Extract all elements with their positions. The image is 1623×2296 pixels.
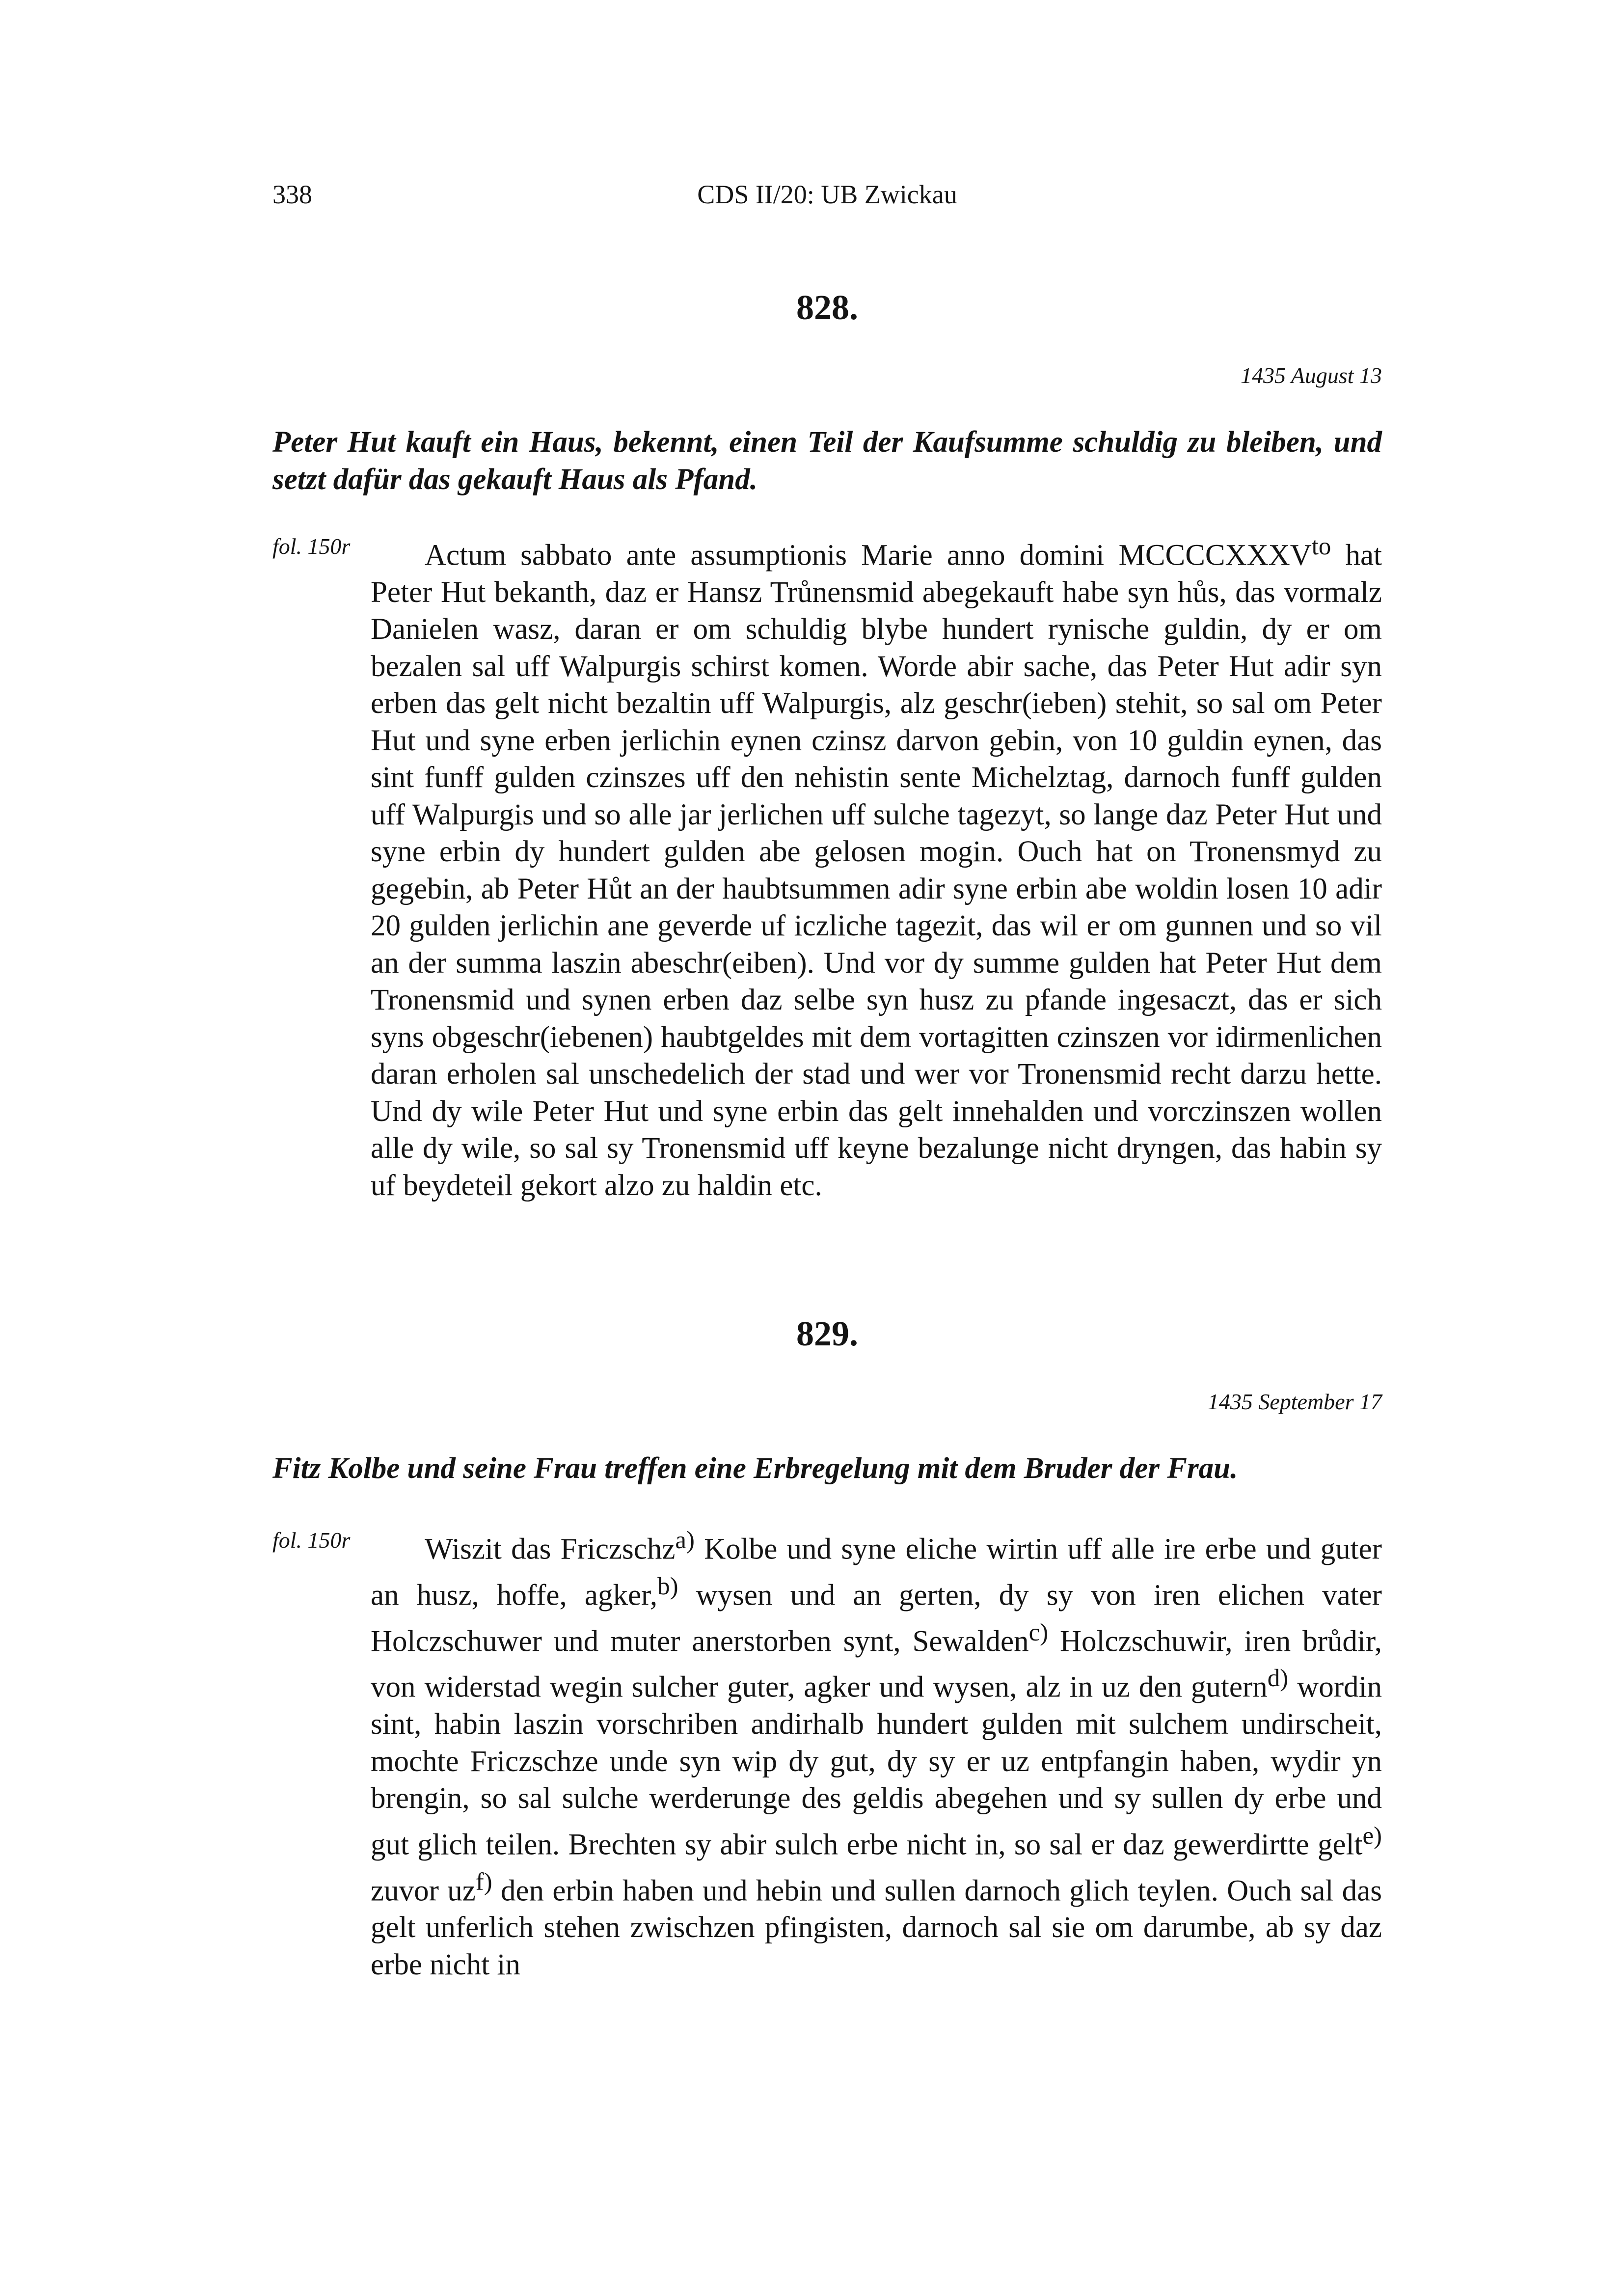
entry-number: 828. bbox=[796, 288, 858, 327]
entry-text: Actum sabbato ante assumptionis Marie anno domini $MCCCCXXXV^{to}$ hat Peter Hut bekanth, daz er Hansz Trůnensmid abegekauft habe syn hůs, das vormalz Danielen wasz, daran er om schuldig blybe hundert rynische guldin, dy er om bezalen sal uff Walpurgis schirst komen. Worde abir sache, das Peter Hut adir syn erben das gelt nicht bezaltin uff Walpurgis, alz geschr(ieben) stehit, so sal om Peter Hut und syne erben jerlichin eynen czinsz darvon gebin, von 10 guldin eynen, das sint funff gulden czinszes uff den nehistin sente Michelztag, darnoch funff gulden uff Walpurgis und so alle jar jerlichen uff sulche tagezyt, so lange daz Peter Hut und syne erbin dy hundert gulden abe gelosen mogin. Ouch hat on Tronensmyd zu gegebin, ab Peter Hůt an der haubtsummen adir syne erbin abe woldin losen 10 adir 20 gulden jerlichin ane geverde uf iczliche tagezit, das wil er om gunnen und so vil an der summa laszin abeschr(eiben). Und vor dy summe gulden hat Peter Hut dem Tronensmid und synen erben daz selbe syn husz zu pfande ingesaczt, das er sich syns obgeschr(iebenen) haubtgeldes mit dem vortagitten czinszen vor idirmenlichen daran erholen sal unschedelich der stad und wer vor Tronensmid recht darzu hette. Und dy wile Peter Hut und syne erbin das gelt innehalden und vorczinszen wollen alle dy wile, so sal sy Tronensmid uff keyne bezalunge nicht dryngen, das habin sy uf beydeteil gekort alzo zu haldin etc. bbox=[371, 532, 1382, 1202]
footnote-marker: c) bbox=[1028, 1618, 1049, 1646]
entry-828 bbox=[272, 290, 1382, 1204]
footnote-marker: f) bbox=[475, 1867, 492, 1895]
entry-829 bbox=[272, 1316, 1382, 1983]
footnote-marker: e) bbox=[1362, 1821, 1382, 1849]
folio-reference: fol. 150r bbox=[272, 1528, 351, 1553]
page-number: 338 bbox=[272, 180, 312, 209]
entry-summary: Fitz Kolbe und seine Frau treffen eine Erbregelung mit dem Bruder der Frau. bbox=[272, 1452, 1238, 1485]
running-header bbox=[272, 179, 1382, 219]
entry-date: 1435 September 17 bbox=[1207, 1389, 1382, 1414]
entry-date: 1435 August 13 bbox=[1241, 363, 1382, 388]
folio-reference: fol. 150r bbox=[272, 534, 351, 559]
entry-text: Wiszit das Friczschz$^{a)}$ Kolbe und syne eliche wirtin uff alle ire erbe und guter an husz, hoffe, agker,$^{b)}$ wysen und an gerten, dy sy von iren elichen vater Holczschuwer und muter anerstorben synt, Sewalden$^{c)}$ Holczschuwir, iren brůdir, von widerstad wegin sulcher guter, agker und wysen, alz in uz den gutern$^{d)}$ wordin sint, habin laszin vorschriben andirhalb hundert gulden mit sulchem undirscheit, mochte Friczschze unde syn wip dy gut, dy sy er uz entpfangin haben, wydir yn brengin, so sal sulche werderunge des geldis abegehen und sy sullen dy erbe und gut glich teilen. Brechten sy abir sulch erbe nicht in, so sal er daz gewerdirtte gelt$^{e)}$ zuvor $uz^{f)}$ den erbin haben und hebin und sullen darnoch glich teylen. Ouch sal das gelt unferlich stehen zwischzen pfingisten, darnoch sal sie om darumbe, ab sy daz erbe nicht in bbox=[371, 1526, 1382, 1981]
running-title: CDS II/20: UB Zwickau bbox=[697, 180, 957, 209]
entry-summary: Peter Hut kauft ein Haus, bekennt, einen Teil der Kaufsumme schuldig zu bleiben, und setzt dafür das gekauft Haus als Pfand. bbox=[272, 426, 1382, 496]
footnote-marker: to bbox=[1311, 532, 1331, 560]
footnote-marker: a) bbox=[675, 1526, 695, 1554]
entry-body bbox=[272, 1522, 1382, 1983]
entry-body bbox=[272, 528, 1382, 1204]
footnote-marker: b) bbox=[657, 1572, 678, 1600]
footnote-marker: d) bbox=[1267, 1664, 1289, 1692]
entry-number: 829. bbox=[796, 1314, 858, 1353]
